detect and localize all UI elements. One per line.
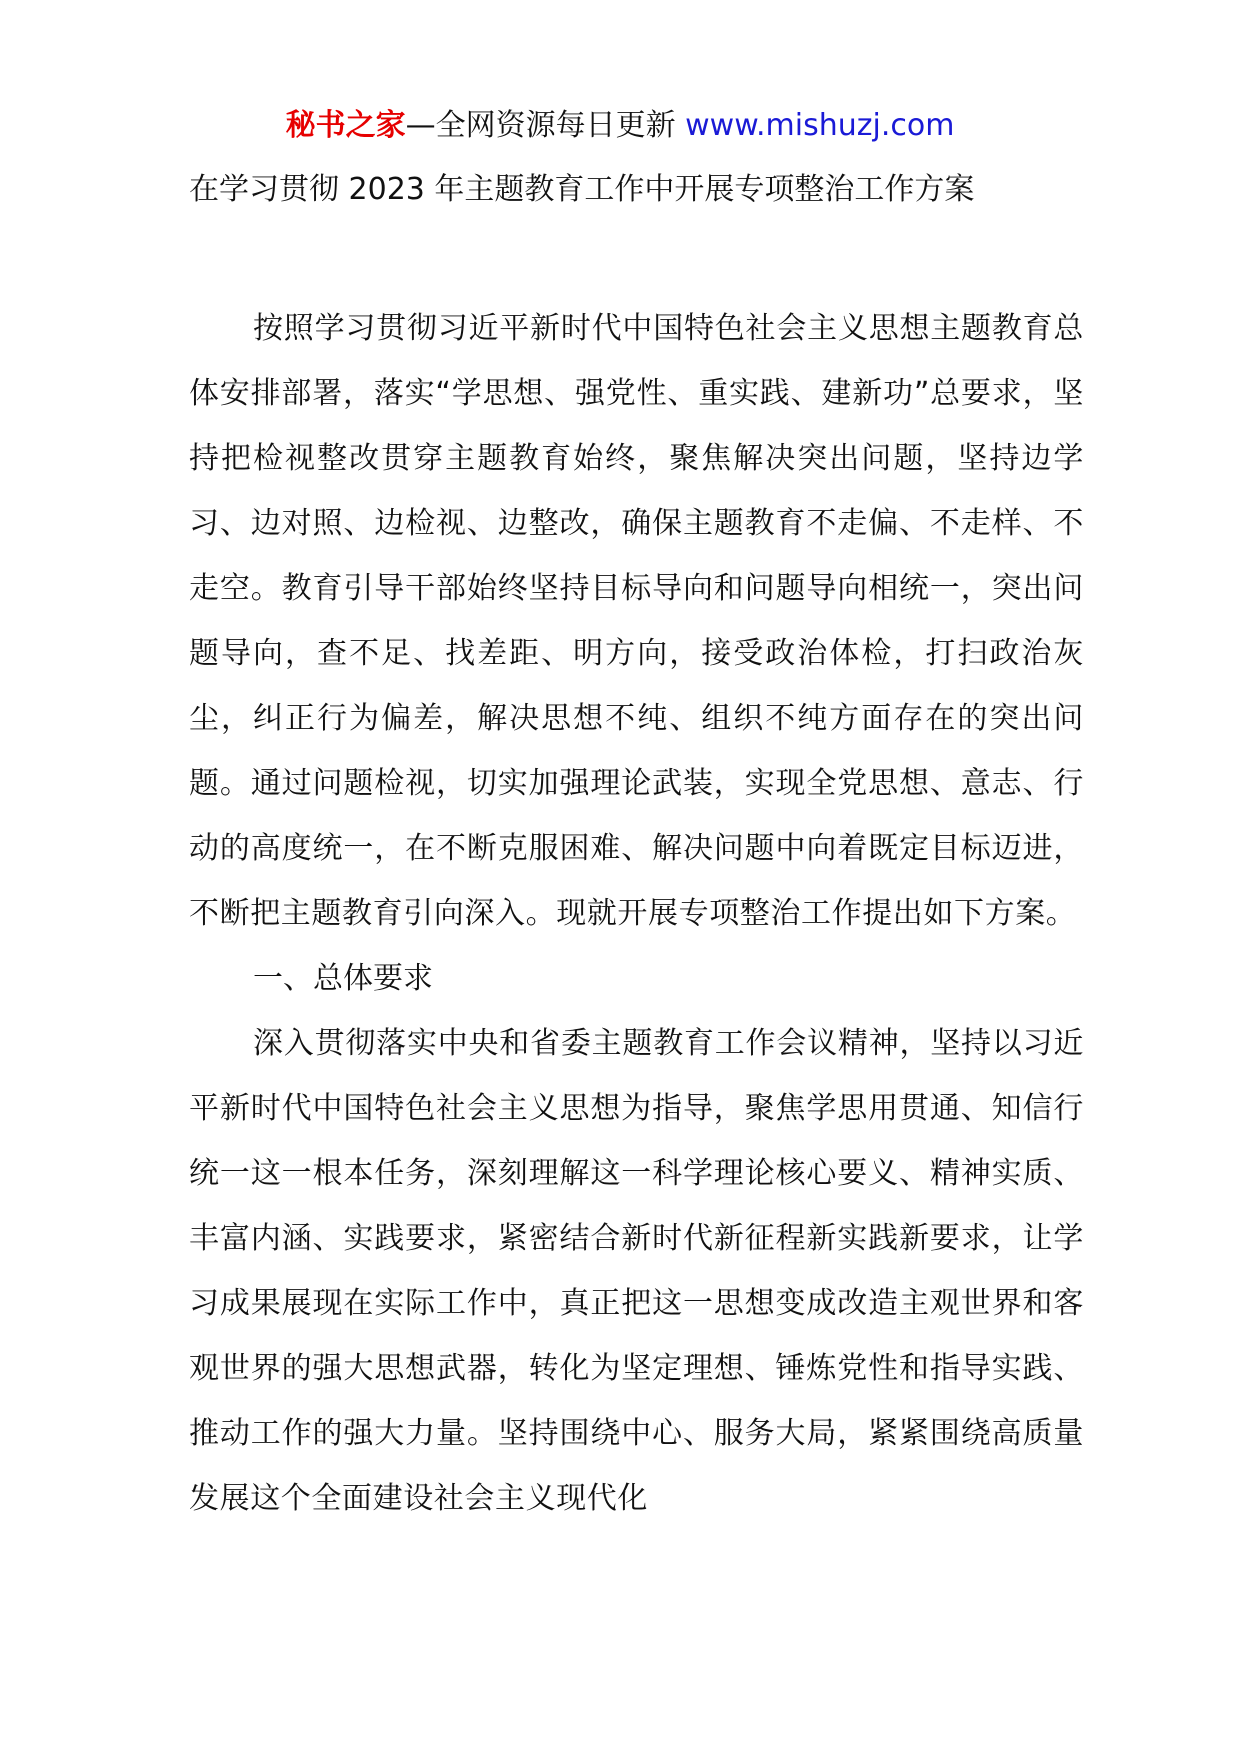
header-tagline: —全网资源每日更新 xyxy=(405,108,686,143)
site-header xyxy=(0,104,1240,148)
site-link[interactable]: www.mishuzj.com xyxy=(685,108,955,143)
intro-paragraph: 按照学习贯彻习近平新时代中国特色社会主义思想主题教育总体安排部署，落实“学思想、强党性、重实践、建新功”总要求，坚持把检视整改贯穿主题教育始终，聚焦解决突出问题，坚持边学习、边对照、边检视、边整改，确保主题教育不走偏、不走样、不走空。教育引导干部始终坚持目标导向和问题导向相统一，突出问题导向，查不足、找差距、明方向，接受政治体检，打扫政治灰尘，纠正行为偏差，解决思想不纯、组织不纯方面存在的突出问题。通过问题检视，切实加强理论武装，实现全党思想、意志、行动的高度统一，在不断克服困难、解决问题中向着既定目标迈进，不断把主题教育引向深入。现就开展专项整治工作提出如下方案。 xyxy=(189,311,1084,931)
section-paragraph: 深入贯彻落实中央和省委主题教育工作会议精神，坚持以习近平新时代中国特色社会主义思想为指导，聚焦学思用贯通、知信行统一这一根本任务，深刻理解这一科学理论核心要义、精神实质、丰富内涵、实践要求，紧密结合新时代新征程新实践新要求，让学习成果展现在实际工作中，真正把这一思想变成改造主观世界和客观世界的强大思想武器，转化为坚定理想、锤炼党性和指导实践、推动工作的强大力量。坚持围绕中心、服务大局，紧紧围绕高质量发展这个全面建设社会主义现代化 xyxy=(189,1026,1084,1516)
document-title: 在学习贯彻 2023 年主题教育工作中开展专项整治工作方案 xyxy=(189,172,975,207)
section-heading: 一、总体要求 xyxy=(253,961,433,996)
document-body xyxy=(189,296,1084,1531)
brand-name: 秘书之家 xyxy=(285,108,406,143)
